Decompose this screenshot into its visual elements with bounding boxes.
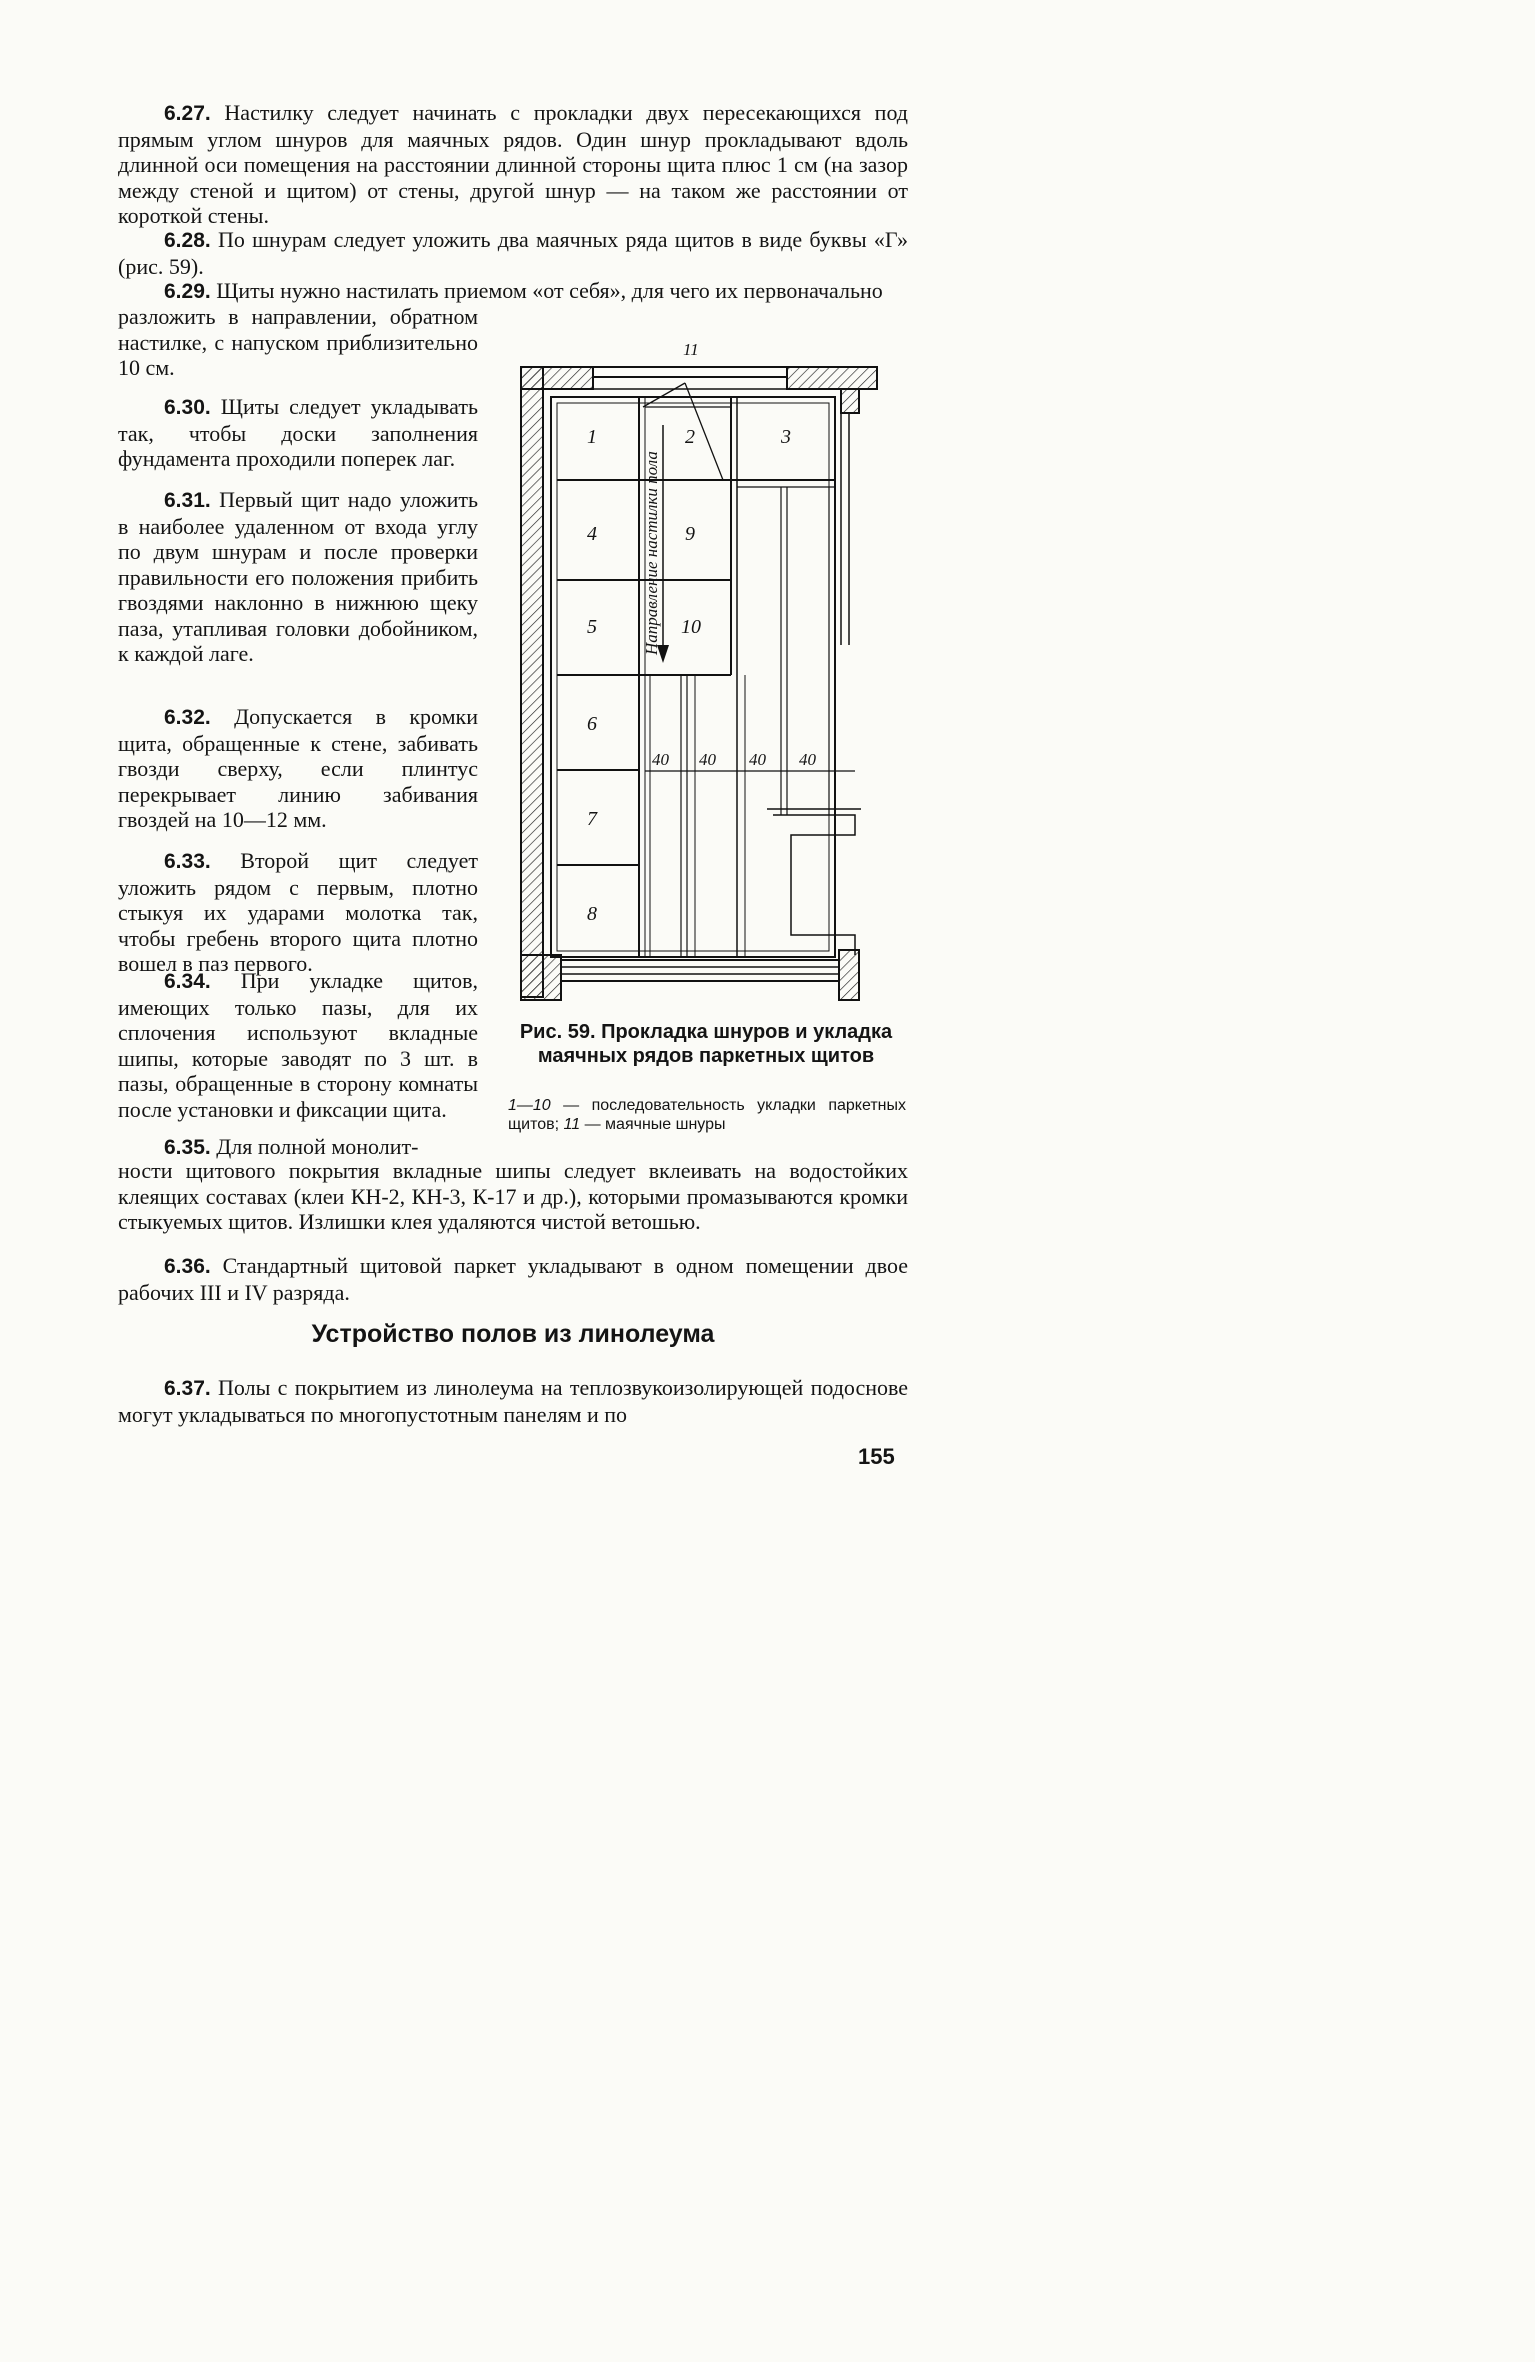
panel-number: 4 [587, 523, 597, 545]
dimension-label: 40 [799, 750, 816, 769]
dimension-label: 40 [699, 750, 716, 769]
paragraph-text: разложить в направлении, обратном настилке, с напуском приблизительно 10 см. [118, 304, 478, 380]
paragraph-text: Щиты нужно настилать приемом «от себя», для чего их первоначально [216, 278, 883, 303]
paragraph-number: 6.30. [164, 396, 211, 419]
paragraph-6-35-cont [118, 1158, 908, 1235]
panel-number: 3 [781, 426, 791, 448]
paragraph-6-35-start [118, 1134, 478, 1161]
cords-label: 11 [683, 340, 699, 359]
paragraph-text: Настилку следует начинать с прокладки двух пересекающихся под прямым углом шнуров для маячных рядов. Один шнур прокладывают вдоль длинной оси помещения на расстоянии длинной стороны щита плюс 1 см (на зазор между стеной и щитом) от стены, другой шнур — на таком же расстоянии от короткой стены. [118, 100, 909, 228]
panel-number: 5 [587, 616, 597, 638]
paragraph-6-30 [118, 394, 478, 472]
paragraph-number: 6.33. [164, 850, 211, 873]
paragraph-number: 6.36. [164, 1255, 211, 1278]
figure-caption-legend [508, 1096, 906, 1134]
legend-text: — маячные шнуры [580, 1116, 726, 1133]
dimension-labels [652, 750, 817, 769]
book-page [0, 0, 1024, 1575]
paragraph-number: 6.28. [164, 229, 211, 252]
paragraph-6-27 [118, 100, 908, 229]
panel-number: 10 [681, 616, 701, 638]
paragraph-6-37 [118, 1375, 908, 1427]
paragraph-number: 6.35. [164, 1136, 211, 1159]
panel-grid [557, 397, 855, 957]
paragraph-text: Для полной монолит- [216, 1134, 419, 1159]
panel-number: 6 [587, 713, 597, 735]
paragraph-number: 6.37. [164, 1377, 211, 1400]
panel-number: 9 [685, 523, 695, 545]
paragraph-number: 6.29. [164, 280, 211, 303]
legend-number: 11 [563, 1116, 581, 1133]
panel-number: 1 [587, 426, 597, 448]
paragraph-6-33 [118, 848, 478, 977]
paragraph-text: По шнурам следует уложить два маячных ряда щитов в виде буквы «Г» (рис. 59). [118, 227, 908, 279]
paragraph-6-29-start [118, 278, 908, 305]
paragraph-text: Допускается в кромки щита, обращенные к стене, забивать гвозди сверху, если плинтус перекрывает линию забивания гвоздей на 10—12 мм. [118, 704, 478, 832]
panel-number: 8 [587, 903, 597, 925]
section-heading: Устройство полов из линолеума [311, 1320, 715, 1348]
paragraph-text: При укладке щитов, имеющих только пазы, для их сплочения используют вкладные шипы, которые заводят по 3 шт. в пазы, обращенные в сторону комнаты после установки и фиксации щита. [118, 968, 479, 1122]
figure-caption-title: Рис. 59. Прокладка шнуров и укладка маячных рядов паркетных щитов [519, 1021, 893, 1067]
dimension-label: 40 [749, 750, 766, 769]
paragraph-6-34 [118, 968, 478, 1122]
paragraph-number: 6.32. [164, 706, 211, 729]
room-walls [521, 367, 877, 1000]
paragraph-number: 6.27. [164, 102, 211, 125]
paragraph-number: 6.34. [164, 970, 211, 993]
dimension-label: 40 [652, 750, 669, 769]
paragraph-text: Стандартный щитовой паркет укладывают в одном помещении двое рабочих III и IV разряда. [118, 1253, 908, 1305]
direction-label: Направление настилки пола [642, 451, 661, 655]
paragraph-number: 6.31. [164, 489, 211, 512]
paragraph-6-32 [118, 704, 478, 833]
paragraph-text: Второй щит следует уложить рядом с первым, плотно стыкуя их ударами молотка так, чтобы гребень второго щита плотно вошел в паз первого. [118, 848, 478, 976]
paragraph-text: Полы с покрытием из линолеума на теплозвукоизолирующей подоснове могут укладываться по многопустотным панелям и по [118, 1375, 909, 1427]
page-number: 155 [858, 1444, 895, 1469]
paragraph-6-28 [118, 227, 908, 279]
paragraph-text: Щиты следует укладывать так, чтобы доски заполнения фундамента проходили поперек лаг. [118, 394, 479, 471]
panel-number: 7 [587, 808, 597, 830]
paragraph-text: ности щитового покрытия вкладные шипы следует вклеивать на водостойких клеящих составах (клеи КН-2, КН-3, К-17 и др.), которыми промазываются кромки стыкуемых щитов. Излишки клея удаляются чистой ветошью. [118, 1158, 908, 1234]
direction-arrow [642, 425, 669, 663]
paragraph-6-36 [118, 1253, 908, 1305]
legend-text: — последовательность укладки паркетных щитов; [508, 1097, 906, 1133]
figure-59-diagram [505, 315, 885, 1005]
paragraph-6-31 [118, 487, 478, 667]
panel-number: 2 [685, 426, 695, 448]
legend-range: 1—10 [508, 1097, 551, 1114]
paragraph-text: Первый щит надо уложить в наиболее удаленном от входа углу по двум шнурам и после проверки правильности его положения прибить гвоздями наклонно в нижнюю щеку паза, утапливая головки добойником, к каждой лаге. [118, 487, 478, 666]
paragraph-6-29-cont [118, 304, 478, 381]
